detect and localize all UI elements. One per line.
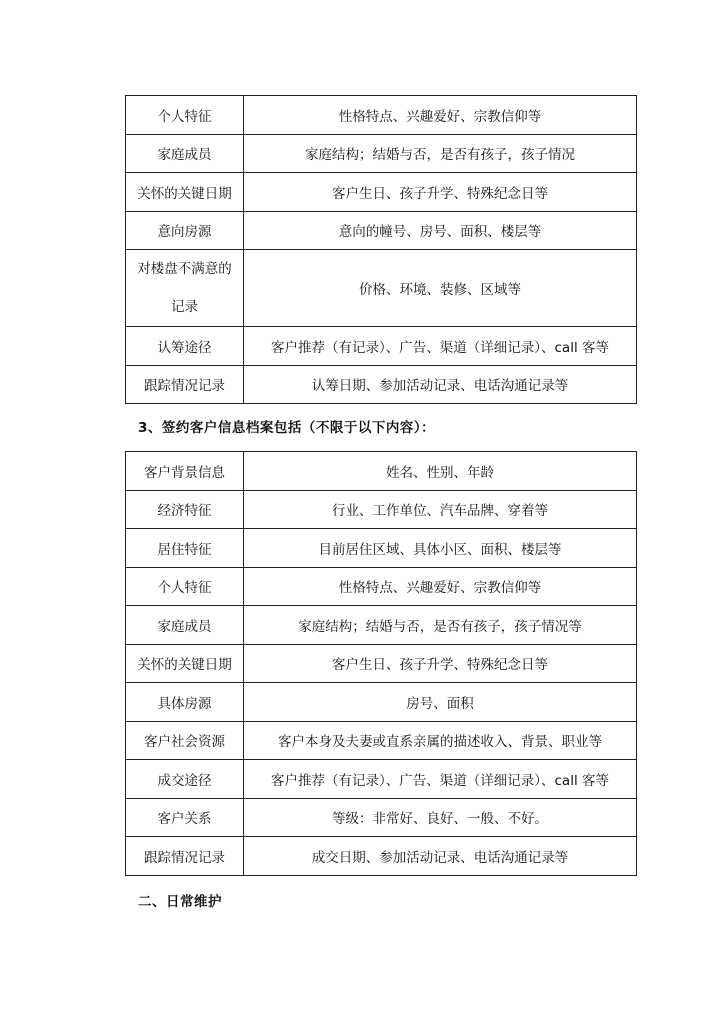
- row-value: 行业、工作单位、汽车品牌、穿着等: [244, 490, 637, 529]
- table-row: [126, 760, 637, 799]
- row-value: 客户本身及夫妻或直系亲属的描述收入、背景、职业等: [244, 721, 637, 760]
- row-label-line: 记录: [171, 299, 198, 315]
- row-value: 性格特点、兴趣爱好、宗教信仰等: [244, 567, 637, 606]
- row-label: 关怀的关键日期: [126, 173, 244, 212]
- section-heading-signed-customers: 3、签约客户信息档案包括（不限于以下内容）：: [138, 420, 436, 436]
- row-value: 姓名、性别、年龄: [244, 452, 637, 491]
- table-row: [126, 173, 637, 212]
- row-value: 房号、面积: [244, 683, 637, 722]
- table-row: [126, 211, 637, 250]
- row-label: 认筹途径: [126, 327, 244, 366]
- table-row: [126, 644, 637, 683]
- row-label: 跟踪情况记录: [126, 837, 244, 876]
- row-value: 性格特点、兴趣爱好、宗教信仰等: [244, 96, 637, 135]
- table-row: [126, 798, 637, 837]
- row-label: 意向房源: [126, 211, 244, 250]
- row-label: [126, 250, 244, 327]
- row-value: 客户生日、孩子升学、特殊纪念日等: [244, 644, 637, 683]
- section-heading-daily-maintenance: 二、日常维护: [138, 894, 222, 910]
- row-label: 个人特征: [126, 567, 244, 606]
- table-row: [126, 134, 637, 173]
- row-label-line: 对楼盘不满意的: [137, 261, 232, 277]
- row-value: 家庭结构；结婚与否，是否有孩子，孩子情况等: [244, 606, 637, 645]
- table-row: [126, 606, 637, 645]
- row-value: 认筹日期、参加活动记录、电话沟通记录等: [244, 365, 637, 404]
- table-row: [126, 452, 637, 491]
- row-value: 价格、环境、装修、区域等: [244, 250, 637, 327]
- table-row: [126, 490, 637, 529]
- row-value: 客户生日、孩子升学、特殊纪念日等: [244, 173, 637, 212]
- table-row: [126, 837, 637, 876]
- row-label: 个人特征: [126, 96, 244, 135]
- row-label: 关怀的关键日期: [126, 644, 244, 683]
- row-label: 家庭成员: [126, 134, 244, 173]
- table-row: [126, 96, 637, 135]
- table-row: [126, 529, 637, 568]
- table-row: [126, 365, 637, 404]
- row-label: 经济特征: [126, 490, 244, 529]
- row-label: 居住特征: [126, 529, 244, 568]
- row-value: 客户推荐（有记录）、广告、渠道（详细记录）、call 客等: [244, 760, 637, 799]
- row-label: 具体房源: [126, 683, 244, 722]
- row-value: 成交日期、参加活动记录、电话沟通记录等: [244, 837, 637, 876]
- table-row: [126, 683, 637, 722]
- row-label: 家庭成员: [126, 606, 244, 645]
- row-label: 客户背景信息: [126, 452, 244, 491]
- row-label: 客户社会资源: [126, 721, 244, 760]
- intention-customer-info-table: [125, 95, 637, 404]
- row-value: 目前居住区域、具体小区、面积、楼层等: [244, 529, 637, 568]
- row-value: 等级：非常好、良好、一般、不好。: [244, 798, 637, 837]
- row-label: 客户关系: [126, 798, 244, 837]
- signed-customer-info-table: [125, 451, 637, 876]
- table-row: [126, 721, 637, 760]
- table-row: [126, 250, 637, 327]
- row-label: 跟踪情况记录: [126, 365, 244, 404]
- row-value: 客户推荐（有记录）、广告、渠道（详细记录）、call 客等: [244, 327, 637, 366]
- table-row: [126, 327, 637, 366]
- row-value: 家庭结构；结婚与否，是否有孩子，孩子情况: [244, 134, 637, 173]
- row-value: 意向的幢号、房号、面积、楼层等: [244, 211, 637, 250]
- table-row: [126, 567, 637, 606]
- row-label: 成交途径: [126, 760, 244, 799]
